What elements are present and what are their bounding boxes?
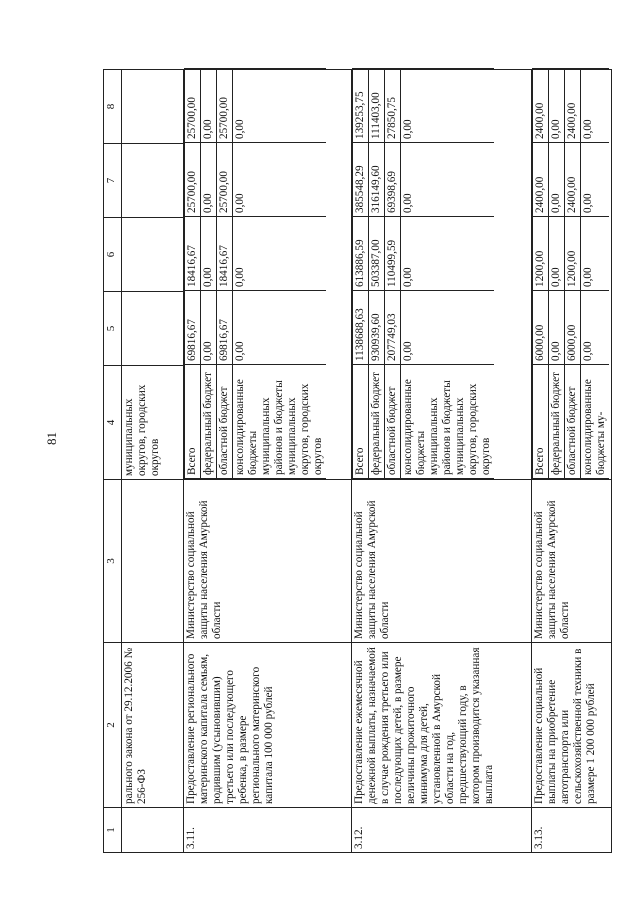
- funding-line: федеральный бюджет 0,00 0,00 0,00 0,00: [201, 69, 217, 479]
- table-row: [184, 70, 352, 853]
- funding-lines: [532, 68, 609, 479]
- page-number: 81: [44, 432, 59, 445]
- funding-line: Всего 69816,67 18416,67 25700,00 25700,00: [185, 69, 201, 479]
- measure-name: Предоставление регионального материнского капитала семьям, родившим (усыновившим) третьего или последующего ребенка, в размере регионального материнского капитала 100 000 рублей: [184, 643, 352, 808]
- funding-line: областной бюджет 207749,03 110499,59 69398,69 27850,75: [385, 69, 401, 479]
- header-cell: 7: [104, 144, 122, 218]
- header-cell: 6: [104, 218, 122, 292]
- funding-line: консолидированные бюджеты муниципальных районов и бюджеты муниципальных округов, городских округов 0,00 0,00 0,00 0,00: [233, 69, 327, 479]
- funding-line: областной бюджет 6000,00 1200,00 2400,00 2400,00: [565, 69, 581, 479]
- row-number: 3.12.: [352, 808, 532, 853]
- measure-name: Предоставление ежемесячной денежной выплаты, назначаемой в случае рождения третьего или последующих детей, в размере величины прожиточного минимума для детей, установленной в Амурской области на год, предшествующий году, в котором производится указанная выплата: [352, 643, 532, 808]
- funding-line: Всего 1138688,63 613886,59 385548,29 139253,75: [353, 69, 369, 479]
- header-cell: 5: [104, 292, 122, 366]
- rotated-page: [103, 70, 608, 853]
- funding-lines: [184, 68, 326, 479]
- row-number: 3.11.: [184, 808, 352, 853]
- funding-line: консолидированные бюджеты му- 0,00 0,00 0,00 0,00: [581, 69, 610, 479]
- continuation-row: [122, 70, 184, 853]
- row-number: 3.13.: [532, 808, 612, 853]
- header-row: [104, 70, 122, 853]
- funding-line: федеральный бюджет 0,00 0,00 0,00 0,00: [549, 69, 565, 479]
- measure-name: Предоставление социальной выплаты на приобретение автотранспорта или сельскохозяйственной техники в размере 1 200 000 рублей: [532, 643, 612, 808]
- funding-line: областной бюджет 69816,67 18416,67 25700,00 25700,00: [217, 69, 233, 479]
- executor: Министерство социальной защиты населения Амурской области: [184, 480, 352, 643]
- header-cell: 4: [104, 366, 122, 480]
- funding-lines: [352, 68, 494, 479]
- executor: Министерство социальной защиты населения Амурской области: [532, 480, 612, 643]
- table-row: [532, 70, 612, 853]
- funding-line: федеральный бюджет 930939,60 503387,00 316149,60 111403,00: [369, 69, 385, 479]
- funding-line: консолидированные бюджеты муниципальных районов и бюджеты муниципальных округов, городских округов 0,00 0,00 0,00 0,00: [401, 69, 495, 479]
- executor: Министерство социальной защиты населения Амурской области: [352, 480, 532, 643]
- measure-name: рального закона от 29.12.2006 № 256-ФЗ: [122, 643, 184, 808]
- header-cell: 1: [104, 808, 122, 853]
- header-cell: 8: [104, 70, 122, 144]
- header-cell: 2: [104, 643, 122, 808]
- header-cell: 3: [104, 480, 122, 643]
- funding-line: Всего 6000,00 1200,00 2400,00 2400,00: [533, 69, 549, 479]
- table-row: [352, 70, 532, 853]
- funding-source: муниципальных округов, городских округов: [122, 366, 184, 480]
- program-table: [103, 69, 612, 853]
